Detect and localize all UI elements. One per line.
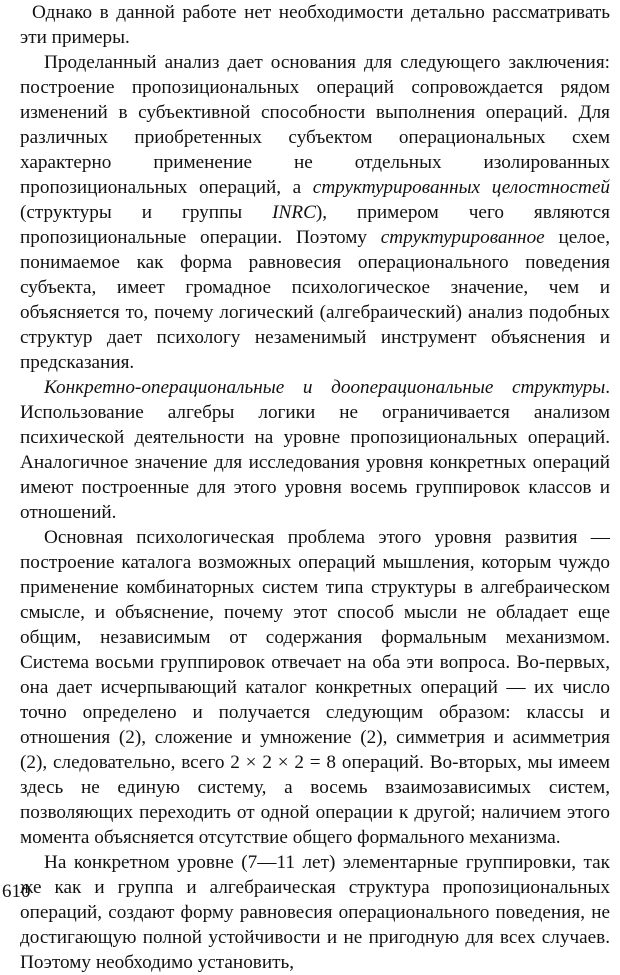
paragraph-2-italic-term-1: структурированных целостностей — [312, 177, 610, 198]
paragraph-5 — [20, 850, 610, 975]
paragraph-1-text: Однако в данной работе нет необходимости детально рассматривать эти примеры. — [20, 2, 610, 48]
paragraph-2-segment-4: целое, понимаемое как форма равновесия операционального поведения субъекта, имеет громадное психологическое значение, чем и объясняется то, почему логический (алгебраический) анализ подобных структур дает психологу незаменимый инструмент объяснения и предсказания. — [20, 227, 610, 373]
paragraph-2 — [20, 50, 610, 375]
body-text — [20, 0, 610, 975]
paragraph-2-italic-term-2: структурированное — [380, 227, 545, 248]
paragraph-4-text: Основная психологическая проблема этого уровня развития — построение каталога возможных операций мышления, которым чуждо применение комбинаторных систем типа структуры в алгебраическом смысле, и объяснение, почему этот способ мысли не обладает еще общим, независимым от содержания формальным механизмом. Система восьми группировок отвечает на оба эти вопроса. Во-первых, она дает исчерпывающий каталог конкретных операций — их число точно определено и получается следующим образом: классы и отношения (2), сложение и умножение (2), симметрия и асимметрия (2), следовательно, всего 2 × 2 × 2 = 8 операций. Во-вторых, мы имеем здесь не единую систему, а восемь взаимозависимых систем, позволяющих переходить от одной операции к другой; наличием этого момента объясняется отсутствие общего формального механизма. — [20, 527, 610, 848]
paragraph-3-text: . Использование алгебры логики не ограничивается анализом психической деятельности на уровне пропозициональных операций. Аналогичное значение для исследования уровня конкретных операций имеют построенные для этого уровня восемь группировок классов и отношений. — [20, 377, 610, 523]
paragraph-3 — [20, 375, 610, 525]
paragraph-5-text: На конкретном уровне (7—11 лет) элементарные группировки, так же как и группа и алгебраическая структура пропозициональных операций, создают форму равновесия операционального поведения, не достигающую полной устойчивости и не пригодную для всех случаев. Поэтому необходимо установить, — [20, 852, 610, 973]
paragraph-2-segment-3: ), примером чего являются пропозициональные операции. Поэтому — [20, 202, 610, 248]
paragraph-2-segment-1: Проделанный анализ дает основания для следующего заключения: построение пропозициональных операций сопровождается рядом изменений в субъективной способности выполнения операций. Для различных приобретенных субъектом операциональных схем характерно применение не отдельных изолированных пропозициональных операций, а — [20, 52, 610, 198]
paragraph-1 — [20, 0, 610, 50]
paragraph-2-italic-inrc: INRC — [272, 202, 316, 223]
page-number: 610 — [2, 881, 31, 902]
paragraph-4 — [20, 525, 610, 850]
section-heading-run-in: Конкретно-операциональные и дооперациональные структуры — [44, 377, 606, 398]
paragraph-2-segment-2: (структуры и группы — [20, 202, 273, 223]
